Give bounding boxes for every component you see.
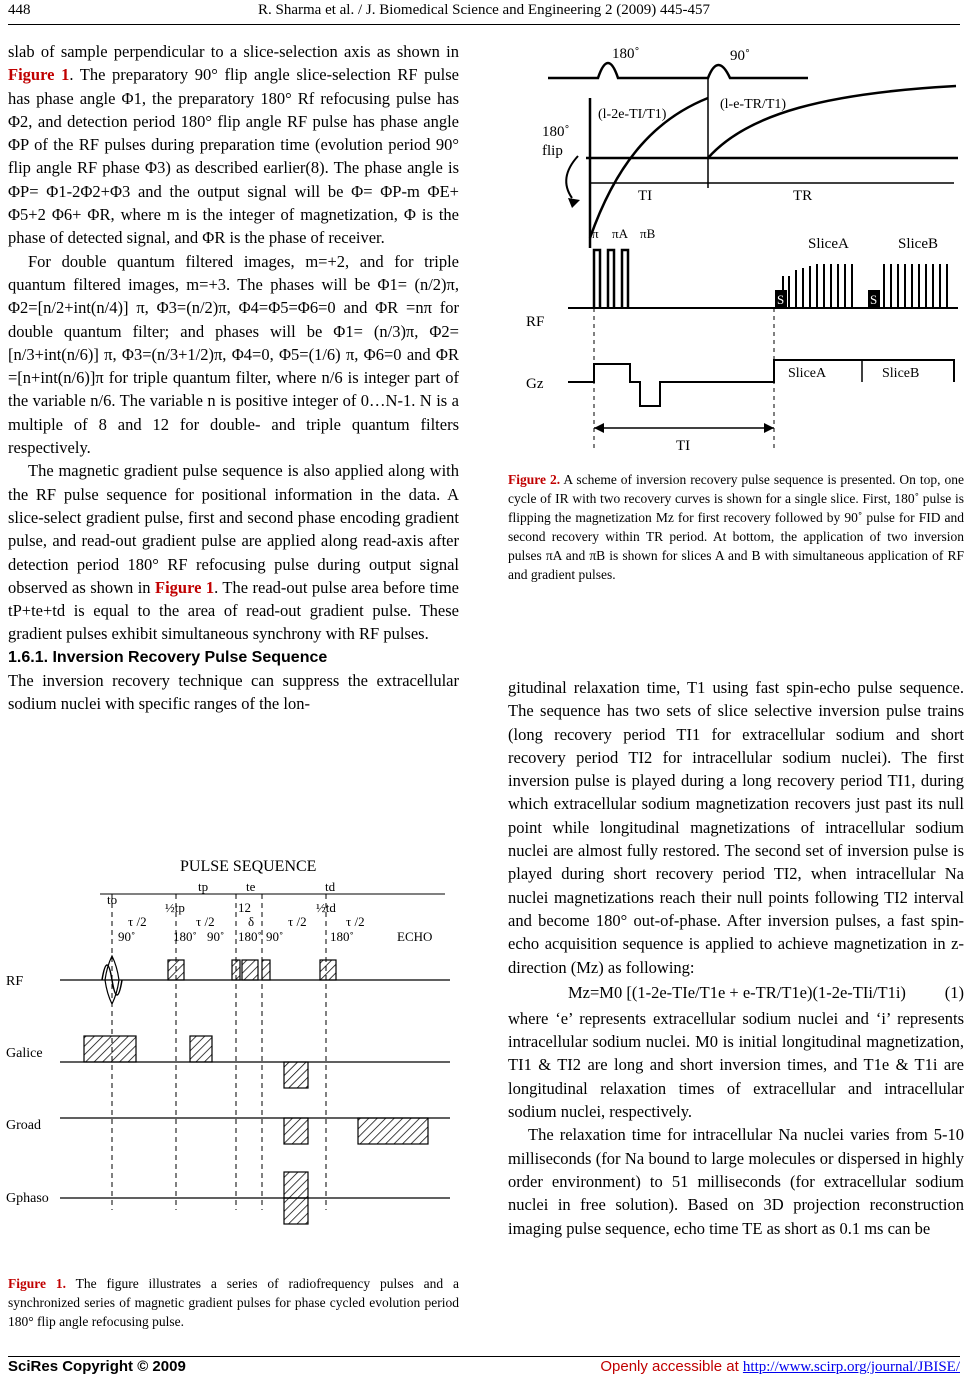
paragraph: slab of sample perpendicular to a slice-selection axis as shown in Figure 1. The preparatory 90° flip angle slice-selection RF pulse has phase angle Φ1, the preparatory 180° Rf refocusing pulse has Φ2, and detection period 180° flip angle RF pulse has phase angle ΦP of the RF pulses during preparation time (evolution period 90° flip angle RF phase Φ3) as described earlier(8). The phase angle is ΦP= Φ1-2Φ2+Φ3 and the output signal will be Φ= ΦP-m ΦE+ Φ5+2 Φ6+ ΦR, where m is the integer of magnetization, Φ is the phase of detected signal, and ΦR is the phase of receiver.: [8, 42, 459, 248]
journal-link[interactable]: http://www.scirp.org/journal/JBISE/: [742, 1359, 960, 1375]
copyright: SciRes Copyright © 2009: [8, 1358, 186, 1375]
svg-text:TI: TI: [676, 438, 691, 454]
svg-text:S: S: [777, 292, 785, 307]
access-note: Openly accessible at http://www.scirp.org/journal/JBISE/: [600, 1358, 960, 1375]
svg-text:ECHO: ECHO: [397, 929, 433, 944]
galice-label: Galice: [6, 1046, 43, 1061]
svg-text:SliceB: SliceB: [882, 366, 920, 381]
equation-1: [508, 979, 964, 1007]
svg-text:τ /2: τ /2: [288, 914, 307, 929]
footer-rule: [8, 1356, 960, 1357]
svg-text:(l-2e-TI/T1): (l-2e-TI/T1): [598, 107, 667, 122]
figure-1-caption: Figure 1. The figure illustrates a series of radiofrequency pulses and a synchronized series of magnetic gradient pulses for phase cycled evolution period 180° flip angle refocusing pulse.: [8, 1276, 459, 1329]
svg-text:π: π: [592, 226, 599, 241]
equation-text: Mz=M0 [(1-2e-TIe/T1e + e-TR/T1e)(1-2e-TIi/T1i): [568, 982, 906, 1002]
figure-1-caption-label: Figure 1.: [8, 1276, 66, 1291]
svg-text:δ: δ: [248, 914, 255, 929]
figure-2-caption: Figure 2. A scheme of inversion recovery pulse sequence is presented. On top, one cycle of IR with two recovery curves is shown for a single slice. First, 180˚ pulse is flipping the magnetization Mz for first recovery followed by 90˚ pulse for FID and second recovery within TR period. At bottom, the application of two inversion pulses πA and πB is shown for slices A and B with simultaneous application of RF and gradient pulses.: [508, 472, 964, 582]
paragraph: The magnetic gradient pulse sequence is also applied along with the RF pulse sequence for positional information in the data. A slice-select gradient pulse, first and second phase encoding gradient pulse, and read-out gradient pulse are applied along read-axis after detection period 180° RF refocusing pulse during output signal observed as shown in Figure 1. The read-out pulse area before time tP+te+td is equal to the area of read-out gradient pulse. These gradient pulses exhibit simultaneous synchrony with RF pulses.: [8, 461, 459, 644]
page-number: 448: [8, 2, 31, 18]
left-column: [8, 40, 459, 716]
svg-text:12: 12: [238, 900, 251, 915]
page-header: [8, 2, 960, 24]
svg-text:180˚: 180˚: [330, 929, 354, 944]
svg-text:πA: πA: [612, 226, 628, 241]
svg-text:90˚: 90˚: [730, 48, 750, 64]
svg-text:180˚: 180˚: [173, 929, 197, 944]
fig1-title: PULSE SEQUENCE: [180, 858, 317, 875]
svg-text:πB: πB: [640, 226, 656, 241]
svg-text:(l-e-TR/T1): (l-e-TR/T1): [720, 97, 787, 112]
svg-text:90˚: 90˚: [207, 929, 225, 944]
section-heading: 1.6.1. Inversion Recovery Pulse Sequence: [8, 648, 328, 666]
svg-text:S: S: [870, 292, 878, 307]
svg-text:90˚: 90˚: [266, 929, 284, 944]
equation-number: (1): [944, 982, 964, 1002]
rf-label: RF: [6, 974, 24, 989]
svg-text:SliceB: SliceB: [898, 236, 938, 252]
gphaso-label: Gphaso: [6, 1191, 49, 1206]
svg-text:td: td: [325, 879, 336, 894]
right-column: [508, 676, 964, 1240]
svg-text:SliceA: SliceA: [788, 366, 827, 381]
svg-text:180˚: 180˚: [238, 929, 262, 944]
groad-label: Groad: [6, 1118, 41, 1133]
svg-text:RF: RF: [526, 314, 545, 330]
svg-text:½tp: ½tp: [165, 900, 185, 915]
svg-text:TI: TI: [638, 188, 653, 204]
figure-2-caption-label: Figure 2.: [508, 472, 561, 487]
figure-1-link[interactable]: Figure 1: [155, 577, 215, 597]
svg-text:180˚: 180˚: [542, 124, 570, 140]
svg-text:TR: TR: [793, 188, 813, 204]
header-rule: [8, 24, 960, 25]
svg-text:τ /2: τ /2: [346, 914, 365, 929]
svg-text:tp: tp: [198, 879, 209, 894]
figure-2-inversion-recovery: [508, 38, 960, 458]
svg-text:SliceA: SliceA: [808, 236, 849, 252]
paragraph: gitudinal relaxation time, T1 using fast spin-echo pulse sequence. The sequence has two sets of slice selective inversion pulse trains (long recovery period TI1 for extracellular sodium and short recovery period TI2 for intracellular sodium nuclei). The first inversion pulse is played during a long recovery period TI1, during which extracellular sodium magnetization recovers just past its null point while longitudinal magnetizations of intracellular sodium nuclei are almost fully restored. The second set of inversion pulse is played during short recovery period TI2, when intracellular Na nuclei magnetizations reach their null points following TI2 interval and become 180° out-of-phase. After inversion pulses, a fast spin-echo acquisition sequence is applied to achieve magnetization in z-direction (Mz) as following:: [508, 678, 964, 977]
figure-1-link[interactable]: Figure 1: [8, 65, 70, 85]
running-title: R. Sharma et al. / J. Biomedical Science and Engineering 2 (2009) 445-457: [258, 2, 710, 18]
svg-text:τ /2: τ /2: [196, 914, 215, 929]
figure-1-pulse-sequence: [0, 850, 460, 1255]
svg-text:to: to: [107, 892, 118, 907]
page-footer: [8, 1358, 960, 1382]
svg-text:90˚: 90˚: [118, 929, 136, 944]
svg-text:τ /2: τ /2: [128, 914, 147, 929]
svg-text:½td: ½td: [316, 900, 336, 915]
paragraph: For double quantum filtered images, m=+2, and for triple quantum filtered images, m=+3. The phases will be Φ1= (n/2)π, Φ2=[n/2+int(n/4)] π, Φ3=(n/2)π, Φ4=Φ5=Φ6=0 and ΦR =nπ for double quantum filter; and phases will be Φ1= (n/3)π, Φ2=[n/3+int(n/6)] π, Φ3=(n/3+1/2)π, Φ4=0, Φ5=(1/6) π, Φ6=0 and ΦR =[n+int(n/6)]π for triple quantum filter, where n/6 is integer part of the variable n/6. The variable n is positive integer of 0…N-1. N is a multiple of 8 and 12 for double- and triple quantum filters respectively.: [8, 251, 459, 458]
svg-text:flip: flip: [542, 143, 563, 159]
paragraph: where ‘e’ represents extracellular sodium nuclei and ‘i’ represents intracellular sodium nuclei. M0 is initial longitudinal magnetization, TI1 & TI2 are long and short inversion times, and T1e & T1i are longitudinal relaxation times of extracellular and intracellular sodium nuclei, respectively.: [508, 1008, 964, 1122]
paragraph: The relaxation time for intracellular Na nuclei varies from 5-10 milliseconds (for Na bound to large molecules or dispersed in highly order environment) to 51 milliseconds (for extracellular sodium nuclei in free solution). Based on 3D projection reconstruction imaging pulse sequence, echo time TE as short as 0.1 ms can be: [508, 1125, 964, 1238]
svg-text:te: te: [246, 879, 256, 894]
svg-text:180˚: 180˚: [612, 46, 640, 62]
svg-text:Gz: Gz: [526, 376, 544, 392]
paragraph: The inversion recovery technique can suppress the extracellular sodium nuclei with specific ranges of the lon-: [8, 671, 459, 714]
